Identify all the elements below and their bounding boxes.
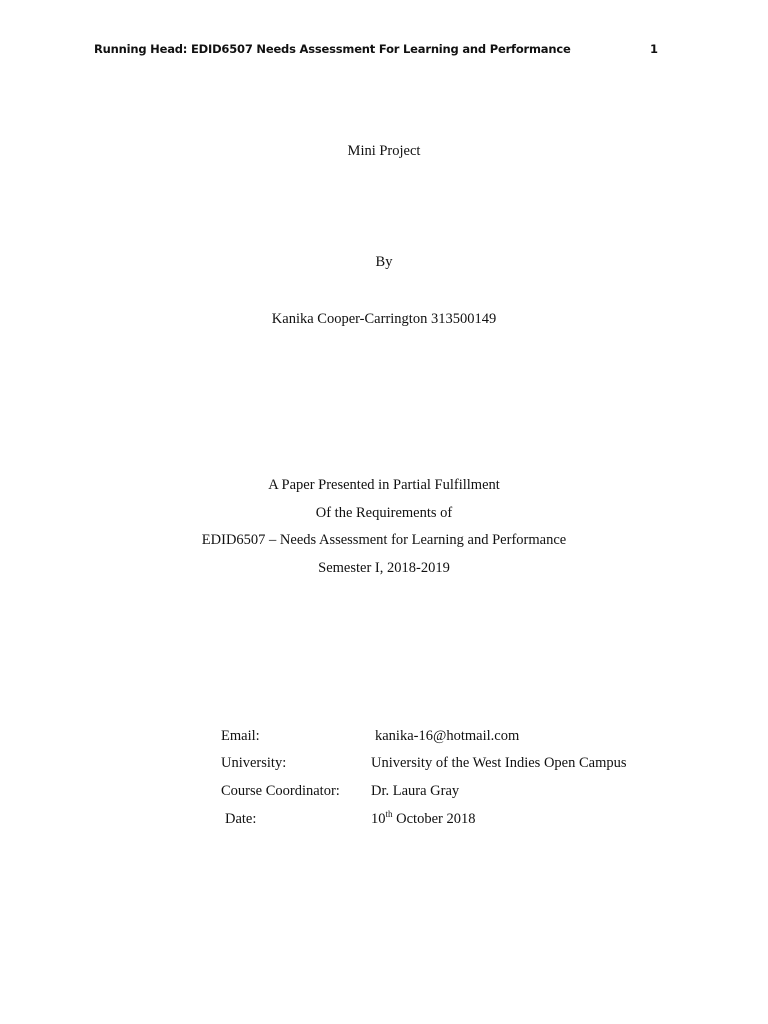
author-line: Kanika Cooper-Carrington 313500149 (271, 311, 497, 327)
date-label: Date: (225, 811, 257, 827)
running-head-text: Running Head: EDID6507 Needs Assessment For Learning and Performance (94, 42, 571, 56)
presentation-line-3: EDID6507 – Needs Assessment for Learning and Performance (201, 532, 567, 548)
presentation-line-1: A Paper Presented in Partial Fulfillment (268, 477, 500, 493)
coordinator-label: Course Coordinator: (221, 783, 340, 799)
running-header (94, 42, 664, 60)
presentation-line-4: Semester I, 2018-2019 (318, 560, 450, 576)
university-value: University of the West Indies Open Campus (371, 755, 627, 771)
date-value (371, 811, 475, 828)
email-value: kanika-16@hotmail.com (375, 728, 520, 744)
by-line: By (375, 254, 393, 270)
date-day: 10 (371, 811, 386, 827)
university-label: University: (221, 755, 287, 771)
document-title: Mini Project (347, 143, 421, 159)
presentation-line-2: Of the Requirements of (315, 505, 453, 521)
date-month-year: October 2018 (392, 811, 476, 827)
coordinator-value: Dr. Laura Gray (371, 783, 460, 799)
page-number: 1 (649, 42, 658, 56)
email-label: Email: (221, 728, 260, 744)
date-ordinal-suffix: th (385, 809, 393, 820)
